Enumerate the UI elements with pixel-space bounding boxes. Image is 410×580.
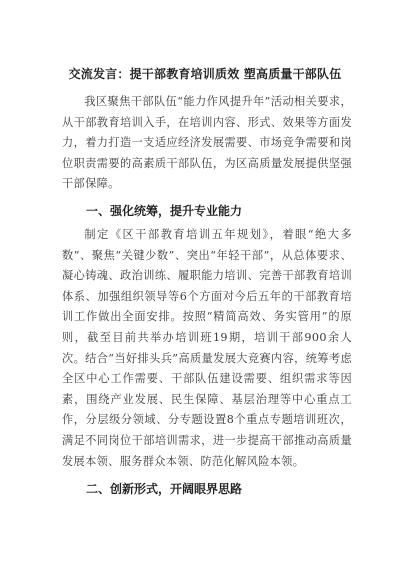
- document-title: 交流发言：提干部教育培训质效 塑高质量干部队伍: [68, 67, 342, 81]
- document-body: [62, 92, 352, 503]
- section-heading-2: 二、创新形式，开阔眼界思路: [86, 482, 243, 497]
- section-body-1: 制定《区干部教育培训五年规划》，着眼“绝大多数”、聚焦“关键少数”、突出“年轻干部”，从总体要求、凝心铸魂、政治训练、履职能力培训、完善干部教育培训体系、加强组织领导等6个方面对今后五年的干部教育培训工作做出全面安排。按照“精简高效、务实管用”的原则，截至目前共举办培训班19期，培训干部900余人次。结合“当好排头兵”高质量发展大竞赛内容，统筹考虑全区中心工作需要、干部队伍建设需要、组织需求等因素，围绕产业发展、民生保障、基层治理等中心重点工作，分层级分领域、分专题设置8个重点专题培训班次，满足不同岗位干部培训需求，进一步提高干部推动高质量发展本领、服务群众本领、防范化解风险本领。: [62, 227, 352, 468]
- section-heading-1: 一、强化统筹，提升专业能力: [86, 203, 243, 218]
- intro-paragraph: 我区聚焦干部队伍“能力作风提升年”活动相关要求，从干部教育培训入手，在培训内容、形式、效果等方面发力，着力打造一支适应经济发展需要、市场竞争需要和岗位职责需要的高素质干部队伍，为区高质量发展提供坚强干部保障。: [62, 95, 352, 191]
